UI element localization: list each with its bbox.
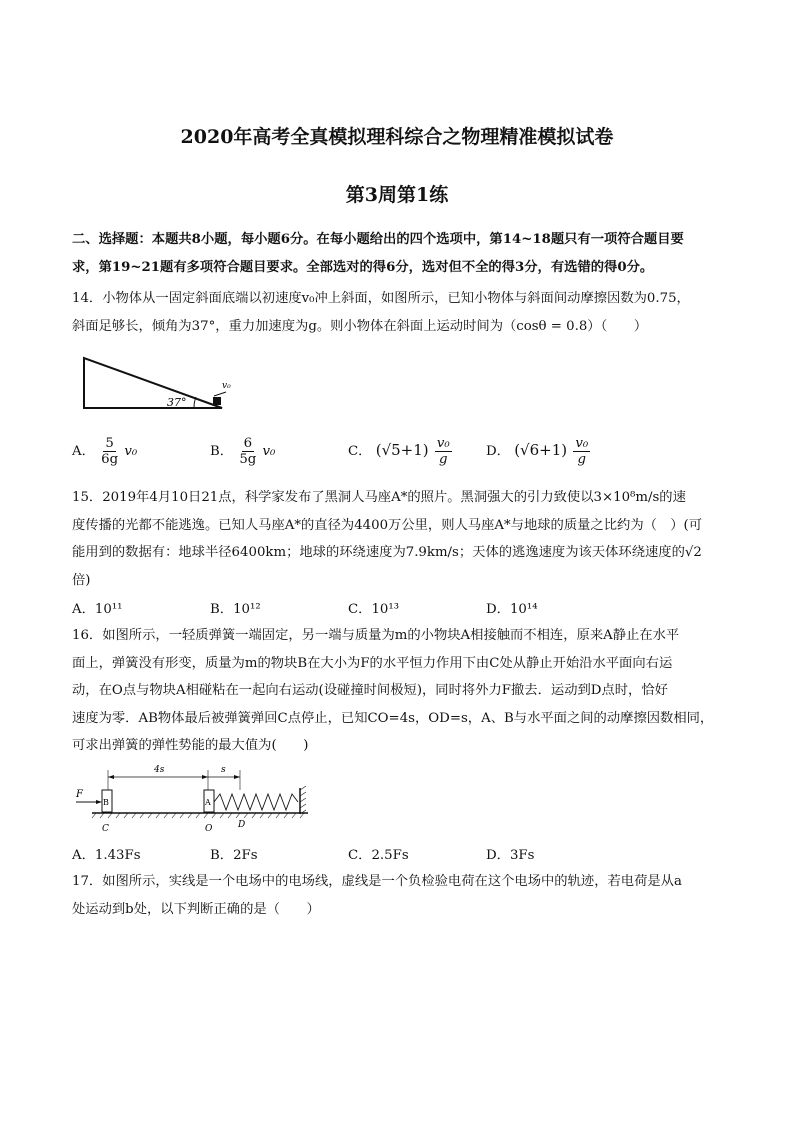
q16-option-b[interactable]: B．2Fs xyxy=(210,848,258,863)
q16-option-c[interactable]: C．2.5Fs xyxy=(348,848,409,863)
q14-line-2: 斜面足够长，倾角为37°，重力加速度为g。则小物体在斜面上运动时间为（cosθ = 0.8）（ ） xyxy=(72,318,648,334)
q15-option-d[interactable]: D．10¹⁴ xyxy=(486,602,538,617)
q14-option-a[interactable] xyxy=(72,436,137,467)
spring xyxy=(214,794,298,810)
q15-line-4: 倍) xyxy=(72,572,91,588)
q15-option-b[interactable]: B．10¹² xyxy=(210,602,261,617)
frac-tail: v₀ xyxy=(124,444,138,459)
velocity-arrow xyxy=(214,392,226,396)
frac-den: g xyxy=(439,452,448,467)
question-16-text xyxy=(72,622,724,760)
block-icon xyxy=(213,397,221,405)
frac-num: 5 xyxy=(105,436,114,451)
frac-num: v₀ xyxy=(575,436,589,451)
q14-line-1: 14．小物体从一固定斜面底端以初速度v₀冲上斜面，如图所示，已知小物体与斜面间动摩擦因数为0.75， xyxy=(72,291,690,306)
option-letter: C． xyxy=(348,444,372,459)
section-line-1: 二、选择题：本题共8小题，每小题6分。在每小题给出的四个选项中，第14~18题只有一项符合题目要 xyxy=(72,232,684,247)
dim-label-s: s xyxy=(221,765,226,775)
block-b-label: B xyxy=(103,798,109,807)
q16-line-2: 面上，弹簧没有形变，质量为m的物块B在大小为F的水平恒力作用下由C处从静止开始沿水平面向右运 xyxy=(72,655,673,671)
point-o-label: O xyxy=(205,824,213,834)
q14-option-d[interactable] xyxy=(486,436,592,467)
incline-triangle xyxy=(84,358,222,408)
q15-option-a[interactable]: A．10¹¹ xyxy=(72,602,123,617)
frac-den: 5g xyxy=(239,452,257,467)
q15-line-1: 15．2019年4月10日21点，科学家发布了黑洞人马座A*的照片。黑洞强大的引力致使以3×10⁸m/s的速 xyxy=(72,490,686,505)
frac-num: 6 xyxy=(243,436,253,451)
q16-option-a[interactable]: A．1.43Fs xyxy=(72,848,141,863)
q17-line-1: 17．如图所示，实线是一个电场中的电场线，虚线是一个负检验电荷在这个电场中的轨迹，若电荷是从a xyxy=(72,874,682,889)
page-title: 2020年高考全真模拟理科综合之物理精准模拟试卷 xyxy=(180,126,614,148)
option-letter: A． xyxy=(72,444,95,459)
velocity-label: v₀ xyxy=(222,381,231,391)
point-c-label: C xyxy=(102,824,109,834)
question-15-text xyxy=(72,484,724,594)
block-a-label: A xyxy=(205,798,211,807)
question-17-text xyxy=(72,868,724,923)
option-letter: D． xyxy=(486,444,510,459)
option-expr: (√5+1) xyxy=(375,441,429,459)
question-14-text xyxy=(72,285,724,340)
frac-den: 6g xyxy=(101,452,119,467)
q16-line-4: 速度为零．AB物体最后被弹簧弹回C点停止，已知CO=4s，OD=s，A、B与水平面之间的动摩擦因数相同， xyxy=(72,710,714,726)
angle-label: 37° xyxy=(167,396,187,409)
point-d-label: D xyxy=(238,820,246,830)
q14-option-b[interactable] xyxy=(210,436,275,467)
section-instructions xyxy=(72,226,724,281)
q16-line-3: 动，在O点与物块A相碰粘在一起向右运动(设碰撞时间极短)，同时将外力F撤去．运动到D点时，恰好 xyxy=(72,683,668,698)
incline-figure xyxy=(78,352,238,414)
q15-line-2: 度传播的光都不能逃逸。已知人马座A*的直径为4400万公里，则人马座A*与地球的质量之比约为（ ）(可 xyxy=(72,517,702,533)
frac-den: g xyxy=(577,452,587,467)
q16-option-d[interactable]: D．3Fs xyxy=(486,848,535,863)
spring-figure xyxy=(70,760,320,836)
page-subtitle: 第3周第1练 xyxy=(345,184,449,206)
q14-option-c[interactable] xyxy=(348,436,454,467)
option-expr: (√6+1) xyxy=(514,441,568,459)
q16-line-1: 16．如图所示，一轻质弹簧一端固定，另一端与质量为m的小物块A相接触而不相连，原来A静止在水平 xyxy=(72,628,680,643)
q17-line-2: 处运动到b处，以下判断正确的是（ ） xyxy=(72,901,320,917)
section-line-2: 求，第19~21题有多项符合题目要求。全部选对的得6分，选对但不全的得3分，有选错的得0分。 xyxy=(72,259,654,275)
q16-line-5: 可求出弹簧的弹性势能的最大值为( ) xyxy=(72,738,309,753)
q15-line-3: 能用到的数据有：地球半径6400km；地球的环绕速度为7.9km/s；天体的逃逸速度为该天体环绕速度的√2 xyxy=(72,545,702,560)
frac-tail: v₀ xyxy=(262,444,276,459)
force-label: F xyxy=(76,789,83,800)
frac-num: v₀ xyxy=(436,436,450,451)
dim-label-4s: 4s xyxy=(154,765,165,775)
option-letter: B． xyxy=(210,444,234,459)
q15-option-c[interactable]: C．10¹³ xyxy=(348,602,400,617)
